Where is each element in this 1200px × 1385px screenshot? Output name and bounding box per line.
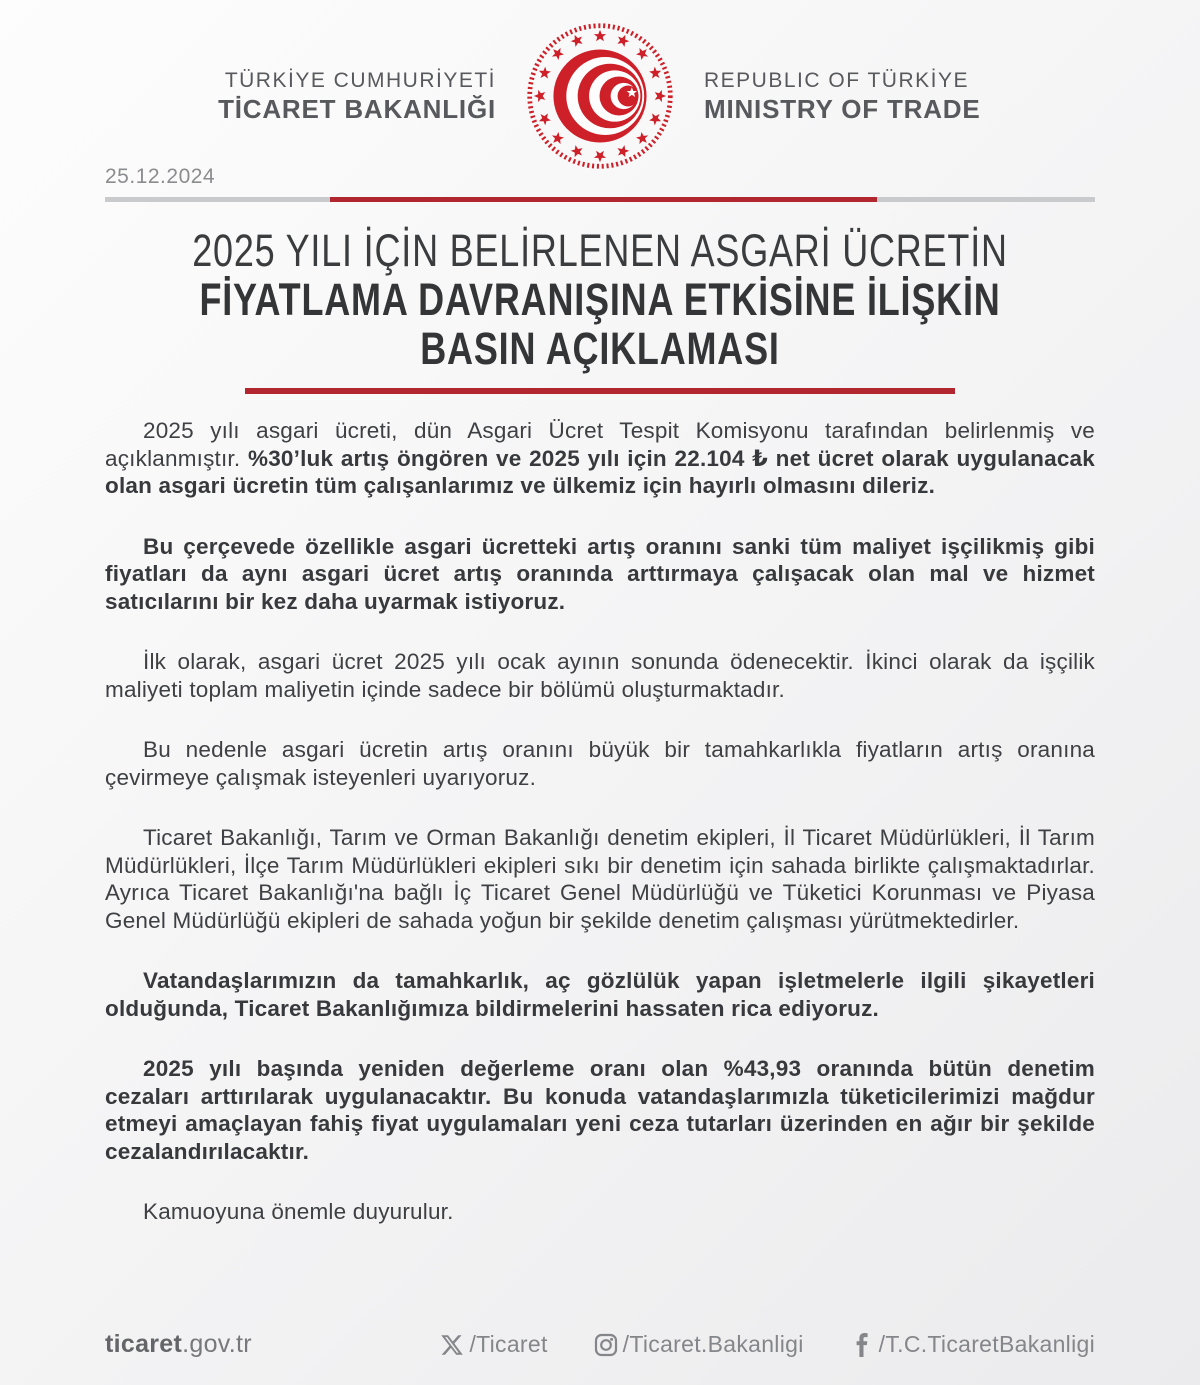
x-icon [440,1333,464,1357]
title-line-1: 2025 YILI İÇİN BELİRLENEN ASGARİ ÜCRETİN [192,225,1008,276]
org-tr-line-2: TİCARET BAKANLIĞI [218,94,496,124]
header [0,20,1200,172]
org-tr-line-1: TÜRKİYE CUMHURİYETİ [224,69,496,92]
paragraph [105,533,1095,616]
paragraph-segment: İlk olarak, asgari ücret 2025 yılı ocak ayının sonunda ödenecektir. İkinci olarak da işçilik maliyeti toplam maliyetin içinde sadece bir bölümü oluşturmaktadır. [105,649,1095,702]
press-release-body [105,417,1095,1259]
press-release-title [120,226,1080,373]
paragraph [105,736,1095,791]
footer [105,1330,1095,1359]
instagram-handle: /Ticaret.Bakanligi [622,1331,804,1357]
title-underline [245,388,955,394]
title-line-2: FİYATLAMA DAVRANIŞINA ETKİSİNE İLİŞKİN [199,274,1001,325]
ministry-of-trade-emblem-icon [524,20,676,172]
social-links [440,1331,1095,1358]
paragraph [105,967,1095,1022]
paragraph-bold-segment: 2025 yılı başında yeniden değerleme oranı olan %43,93 oranında bütün denetim cezaları arttırılarak uygulanacaktır. Bu konuda vatandaşlarımızla tüketicilerimizi mağdur etmeyi amaçlayan fahiş fiyat uygulamaları yeni ceza tutarları üzerinden en ağır bir şekilde cezalandırılacaktır. [105,1056,1095,1164]
org-en-line-2: MINISTRY OF TRADE [704,94,981,124]
website-bold-part: ticaret [105,1330,183,1358]
org-name-turkish [166,68,496,124]
header-divider-red-segment [330,197,877,202]
website-link[interactable] [105,1330,252,1359]
paragraph-bold-segment: Bu çerçevede özellikle asgari ücretteki artış oranını sanki tüm maliyet işçilikmiş gibi fiyatları da aynı asgari ücret artış oranında arttırmaya çalışacak olan mal ve hizmet satıcılarını bir kez daha uyarmak istiyoruz. [105,533,1095,614]
paragraph-segment: Ticaret Bakanlığı, Tarım ve Orman Bakanlığı denetim ekipleri, İl Ticaret Müdürlükleri, İl Tarım Müdürlükleri, İlçe Tarım Müdürlükleri ekipleri sıkı bir denetim için sahada birlikte çalışmaktadırlar. Ayrıca Ticaret Bakanlığı'na bağlı İç Ticaret Genel Müdürlüğü ve Tüketici Korunması ve Piyasa Genel Müdürlüğü ekipleri de sahada yoğun bir şekilde denetim çalışması yürütmektedirler. [105,825,1095,933]
org-name-english [704,68,1034,124]
instagram-social-link[interactable] [594,1331,804,1358]
x-social-link[interactable] [440,1331,547,1358]
org-en-line-1: REPUBLIC OF TÜRKİYE [704,69,969,92]
header-divider [105,197,1095,202]
facebook-social-link[interactable] [850,1331,1095,1358]
instagram-icon [594,1333,618,1357]
paragraph [105,1055,1095,1165]
website-rest-part: .gov.tr [182,1330,252,1358]
paragraph-segment: Bu nedenle asgari ücretin artış oranını büyük bir tamahkarlıkla fiyatların artış oranına çevirmeye çalışmak isteyenleri uyarıyoruz. [105,737,1095,790]
facebook-handle: /T.C.TicaretBakanligi [878,1331,1095,1357]
paragraph-segment: 2025 yılı asgari ücreti, dün Asgari Ücret Tespit Komisyonu tarafından belirlenmiş ve açıklanmıştır. [105,418,1095,471]
x-handle: /Ticaret [469,1331,548,1357]
release-date: 25.12.2024 [105,165,216,188]
paragraph-segment: Kamuoyuna önemle duyurulur. [143,1199,454,1224]
paragraph-bold-segment: %30’luk artış öngören ve 2025 yılı için 22.104 ₺ net ücret olarak uygulanacak olan asgari ücretin tüm çalışanlarımız ve ülkemiz için hayırlı olmasını dileriz. [105,445,1095,498]
paragraph [105,648,1095,703]
paragraph-bold-segment: Vatandaşlarımızın da tamahkarlık, aç gözlülük yapan işletmelerle ilgili şikayetleri olduğunda, Ticaret Bakanlığımıza bildirmelerini hassaten rica ediyoruz. [105,968,1095,1021]
paragraph [105,417,1095,500]
paragraph [105,824,1095,934]
paragraph [105,1198,1095,1226]
facebook-icon [850,1333,874,1357]
title-line-3: BASIN AÇIKLAMASI [420,323,780,374]
